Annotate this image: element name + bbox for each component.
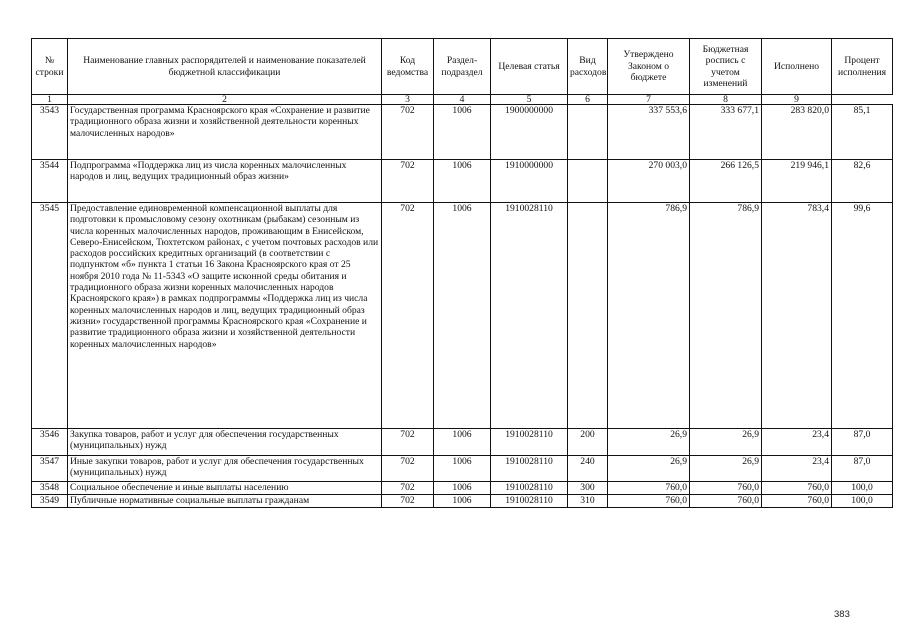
row-percent: 100,0 [832, 482, 893, 495]
row-approved: 270 003,0 [608, 160, 690, 203]
col-number: 1 [32, 95, 68, 105]
row-approved: 26,9 [608, 456, 690, 482]
row-name: Иные закупки товаров, работ и услуг для обеспечения государственных (муниципальных) нужд [68, 456, 382, 482]
row-expense-type [568, 105, 608, 160]
col-header-expense-type: Вид расходов [568, 39, 608, 95]
col-number: 6 [568, 95, 608, 105]
row-target: 1910028110 [491, 203, 568, 429]
row-dept-code: 702 [382, 203, 434, 429]
row-dept-code: 702 [382, 482, 434, 495]
row-name: Социальное обеспечение и иные выплаты населению [68, 482, 382, 495]
row-target: 1910028110 [491, 429, 568, 456]
row-approved: 337 553,6 [608, 105, 690, 160]
row-name: Подпрограмма «Поддержка лиц из числа коренных малочисленных народов и лиц, ведущих традиционный образ жизни» [68, 160, 382, 203]
header-row [32, 39, 893, 95]
row-expense-type: 310 [568, 495, 608, 508]
row-name: Закупка товаров, работ и услуг для обеспечения государственных (муниципальных) нужд [68, 429, 382, 456]
row-executed: 760,0 [762, 495, 832, 508]
row-budget-list: 333 677,1 [690, 105, 762, 160]
row-expense-type [568, 203, 608, 429]
row-target: 1910000000 [491, 160, 568, 203]
row-number: 3544 [32, 160, 68, 203]
col-number: 7 [608, 95, 690, 105]
row-target: 1910028110 [491, 482, 568, 495]
row-budget-list: 26,9 [690, 456, 762, 482]
row-approved: 26,9 [608, 429, 690, 456]
row-percent: 85,1 [832, 105, 893, 160]
table-row [32, 456, 893, 482]
row-budget-list: 760,0 [690, 482, 762, 495]
row-target: 1900000000 [491, 105, 568, 160]
col-header-percent: Процент исполнения [832, 39, 893, 95]
col-header-row-no: № строки [32, 39, 68, 95]
table-row [32, 203, 893, 429]
row-executed: 760,0 [762, 482, 832, 495]
row-percent: 87,0 [832, 429, 893, 456]
col-number: 4 [434, 95, 491, 105]
row-executed: 783,4 [762, 203, 832, 429]
table-row [32, 160, 893, 203]
row-section: 1006 [434, 495, 491, 508]
row-percent: 82,6 [832, 160, 893, 203]
row-section: 1006 [434, 203, 491, 429]
row-target: 1910028110 [491, 495, 568, 508]
col-header-dept-code: Код ведомства [382, 39, 434, 95]
col-header-name: Наименование главных распорядителей и наименование показателей бюджетной классификации [68, 39, 382, 95]
row-approved: 760,0 [608, 482, 690, 495]
row-dept-code: 702 [382, 160, 434, 203]
row-section: 1006 [434, 456, 491, 482]
col-header-budget-list: Бюджетная роспись с учетом изменений [690, 39, 762, 95]
row-expense-type: 300 [568, 482, 608, 495]
row-number: 3545 [32, 203, 68, 429]
row-number: 3547 [32, 456, 68, 482]
col-header-executed: Исполнено [762, 39, 832, 95]
row-budget-list: 266 126,5 [690, 160, 762, 203]
row-executed: 23,4 [762, 429, 832, 456]
row-budget-list: 786,9 [690, 203, 762, 429]
col-header-section: Раздел-подраздел [434, 39, 491, 95]
row-dept-code: 702 [382, 429, 434, 456]
col-header-target: Целевая статья [491, 39, 568, 95]
row-percent: 100,0 [832, 495, 893, 508]
page-number: 383 [834, 609, 850, 620]
col-number: 2 [68, 95, 382, 105]
row-dept-code: 702 [382, 105, 434, 160]
col-header-approved: Утверждено Законом о бюджете [608, 39, 690, 95]
row-expense-type [568, 160, 608, 203]
row-section: 1006 [434, 160, 491, 203]
row-number: 3548 [32, 482, 68, 495]
row-dept-code: 702 [382, 456, 434, 482]
row-name: Предоставление единовременной компенсационной выплаты для подготовки к промысловому сезону охотникам (рыбакам) сезонным из числа коренных малочисленных народов, проживающим в Енисейском, Северо-Енисейском, Тюхтетском районах, с учетом почтовых расходов или расходов российских кредитных организаций (в соответствии с подпунктом «б» пункта 1 статьи 16 Закона Красноярского края от 25 ноября 2010 года № 11-5343 «О защите исконной среды обитания и традиционного образа жизни коренных малочисленных народов Красноярского края») в рамках подпрограммы «Поддержка лиц из числа коренных малочисленных народов и лиц, ведущих традиционный образ жизни» государственной программы Красноярского края «Сохранение и развитие традиционного образа жизни и хозяйственной деятельности коренных малочисленных народов» [68, 203, 382, 429]
row-number: 3543 [32, 105, 68, 160]
row-budget-list: 26,9 [690, 429, 762, 456]
row-target: 1910028110 [491, 456, 568, 482]
row-executed: 23,4 [762, 456, 832, 482]
row-name: Государственная программа Красноярского края «Сохранение и развитие традиционного образа жизни и хозяйственной деятельности коренных малочисленных народов» [68, 105, 382, 160]
row-section: 1006 [434, 482, 491, 495]
row-name: Публичные нормативные социальные выплаты гражданам [68, 495, 382, 508]
row-section: 1006 [434, 429, 491, 456]
col-number: 8 [690, 95, 762, 105]
table-row [32, 105, 893, 160]
row-approved: 760,0 [608, 495, 690, 508]
row-percent: 99,6 [832, 203, 893, 429]
row-approved: 786,9 [608, 203, 690, 429]
budget-execution-table [31, 38, 893, 508]
row-executed: 283 820,0 [762, 105, 832, 160]
row-section: 1006 [434, 105, 491, 160]
row-expense-type: 200 [568, 429, 608, 456]
col-number: 9 [762, 95, 832, 105]
col-number: 5 [491, 95, 568, 105]
table-row [32, 495, 893, 508]
table-row [32, 482, 893, 495]
row-number: 3546 [32, 429, 68, 456]
col-number: 3 [382, 95, 434, 105]
row-number: 3549 [32, 495, 68, 508]
row-percent: 87,0 [832, 456, 893, 482]
table-row [32, 429, 893, 456]
row-budget-list: 760,0 [690, 495, 762, 508]
row-executed: 219 946,1 [762, 160, 832, 203]
row-dept-code: 702 [382, 495, 434, 508]
row-expense-type: 240 [568, 456, 608, 482]
column-number-row [32, 95, 893, 105]
